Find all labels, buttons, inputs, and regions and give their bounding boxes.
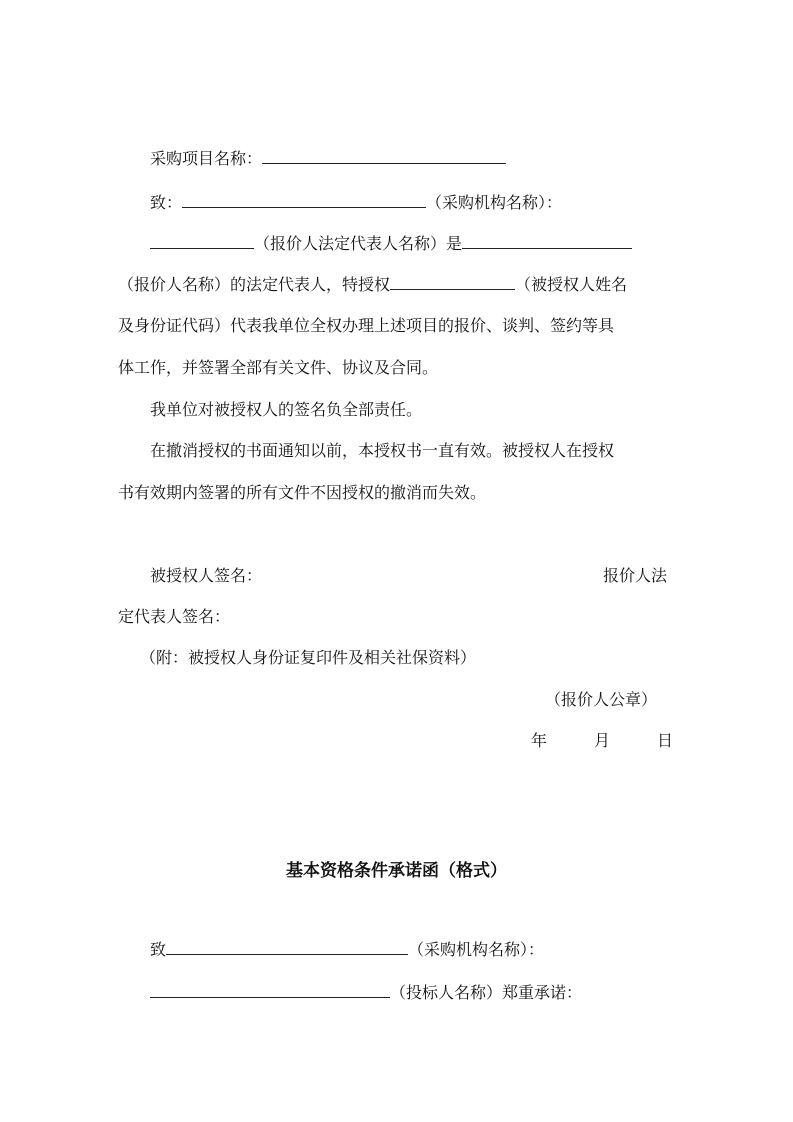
rep-row (150, 233, 632, 254)
addressee-label: 致： (150, 193, 183, 212)
scope-line: 及身份证代码）代表我单位全权办理上述项目的报价、谈判、签约等具 (118, 316, 615, 335)
responsibility-paragraph: 我单位对被授权人的签名负全部责任。 (150, 400, 423, 419)
validity-paragraph-2: 书有效期内签署的所有文件不因授权的撤消而失效。 (118, 483, 487, 502)
commitment-bidder-hint: （投标人名称）郑重承诺： (390, 983, 583, 1002)
rep-name-hint: （报价人法定代表人名称）是 (254, 234, 463, 253)
authorize-row (118, 274, 627, 295)
commitment-title: 基本资格条件承诺函（格式） (286, 861, 507, 881)
addressee-row (150, 192, 562, 213)
bidder-name-blank (462, 233, 632, 249)
commitment-to-label: 致 (150, 940, 167, 959)
project-name-row (150, 148, 506, 169)
company-seal-label: （报价人公章） (545, 690, 658, 709)
authorize-text-b: （被授权人姓名 (515, 275, 628, 294)
agency-blank (182, 192, 426, 208)
agency-hint: （采购机构名称）： (426, 193, 563, 212)
rep-signature-label-a: 报价人法 (603, 566, 668, 585)
project-name-blank (262, 148, 506, 164)
date-month: 月 (594, 731, 611, 750)
validity-paragraph: 在撤消授权的书面通知以前，本授权书一直有效。被授权人在授权 (150, 441, 615, 460)
project-name-label: 采购项目名称： (150, 149, 263, 168)
date-day: 日 (657, 731, 674, 750)
commitment-bidder-row (150, 982, 582, 1003)
commitment-bidder-blank (150, 982, 390, 998)
date-year: 年 (531, 731, 548, 750)
rep-name-blank (150, 233, 254, 249)
commitment-agency-hint: （采购机构名称）： (408, 940, 545, 959)
commitment-addressee-row (150, 939, 544, 960)
authorized-signature-label: 被授权人签名： (150, 566, 263, 585)
commitment-agency-blank (166, 939, 408, 955)
scope-line-2: 体工作，并签署全部有关文件、协议及合同。 (118, 358, 439, 377)
authorize-text-a: （报价人名称）的法定代表人，特授权 (118, 275, 391, 294)
attachment-note: （附：被授权人身份证复印件及相关社保资料） (140, 648, 477, 667)
authorized-person-blank (390, 274, 515, 290)
rep-signature-label-b: 定代表人签名： (118, 607, 231, 626)
